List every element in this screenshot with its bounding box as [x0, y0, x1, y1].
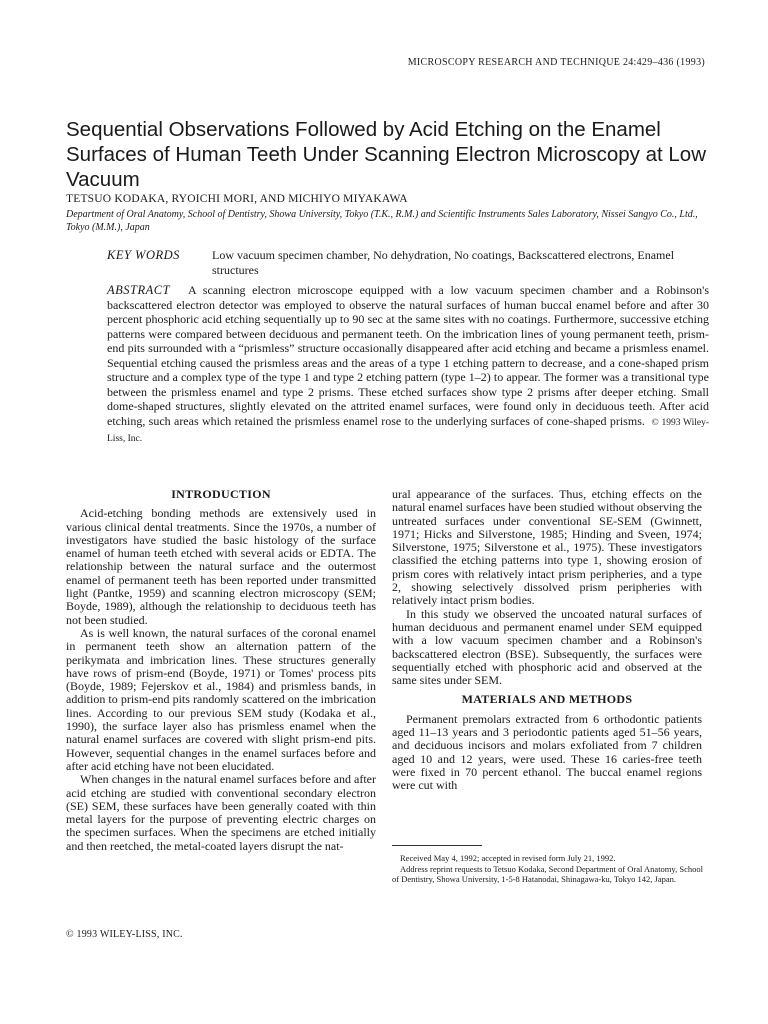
intro-paragraph-2: As is well known, the natural surfaces of the coronal enamel in permanent teeth show an alternation pattern of the perikymata and imbrication lines. These structures generally have rows of prism-end (Boyde, 1971) or Tomes' process pits (Boyde, 1989; Fejerskov et al., 1984) and prismless bands, in addition to prism-end pits randomly scattered on the imbrication lines. According to our previous SEM study (Kodaka et al., 1990), the surface layer also has prismless enamel when the natural enamel surfaces are covered with slight prism-end pits. However, sequential changes in the enamel surfaces before and after acid etching have not been elucidated.: [66, 625, 376, 773]
footer-copyright: © 1993 WILEY-LISS, INC.: [66, 929, 183, 940]
footnote-divider: [392, 845, 482, 846]
abstract: [107, 283, 709, 447]
methods-heading: MATERIALS AND METHODS: [461, 692, 633, 707]
abstract-copyright: © 1993 Wiley-Liss, Inc.: [107, 417, 710, 444]
left-column: [66, 488, 376, 853]
intro-paragraph-1: Acid-etching bonding methods are extensively used in various clinical dental treatments. Since the 1970s, a number of investigators have studied the basic histology of the surface enamel of human teeth etched with several acids or EDTA. The relationship between the natural surface and the outermost enamel of permanent teeth has been reported under transmitted light (Pantke, 1959) and scanning electron microscopy (SEM; Boyde, 1989), although the relationship to deciduous teeth has not been studied.: [66, 506, 376, 627]
intro-paragraph-5: In this study we observed the uncoated natural surfaces of human deciduous and permanent enamel under SEM equipped with a low vacuum specimen chamber and a Robinson's backscattered electron (BSE). Subsequently, the surfaces were sequentially etched with phosphoric acid and observed at the same sites under SEM.: [392, 606, 702, 688]
author-list: TETSUO KODAKA, RYOICHI MORI, AND MICHIYO MIYAKAWA: [66, 193, 408, 205]
footnote-received: Received May 4, 1992; accepted in revised form July 21, 1992.: [400, 853, 616, 863]
footnotes: [392, 853, 704, 885]
intro-paragraph-3: When changes in the natural enamel surfaces before and after acid etching are studied with conventional secondary electron (SE) SEM, these surfaces have been generally coated with thin metal layers for the purpose of preventing electric charges on the specimen surfaces. When the specimens are etched initially and then reetched, the metal-coated layers disrupt the nat-: [66, 772, 376, 853]
footnote-address: Address reprint requests to Tetsuo Kodaka, Second Department of Oral Anatomy, School of Dentistry, Showa University, 1-5-8 Hatanodai, Shinagawa-ku, Tokyo 142, Japan.: [392, 864, 703, 884]
abstract-text: A scanning electron microscope equipped with a low vacuum specimen chamber and a Robinson's backscattered electron detector was employed to observe the natural surfaces of human buccal enamel before and after 30 percent phosphoric acid etching sequentially up to 90 sec at the same sites with no coatings. Furthermore, successive etching patterns were compared between deciduous and permanent teeth. On the imbrication lines of young permanent teeth, prism-end pits surrounded with a “prismless” structure occasionally disappeared after acid etching and became a prismless enamel. Sequential etching caused the prismless areas and the areas of a type 1 etching pattern to decrease, and a cone-shaped prism structure and a complex type of the type 1 and type 2 etching pattern (type 1–2) to appear. The former was a transitional type between the prismless enamel and type 2 prisms. These etched surfaces show type 2 prisms after deeper etching. Small dome-shaped structures, slightly elevated on the attrited enamel surfaces, were found only in deciduous teeth. After acid etching, such areas which retained the prismless enamel rose to the underlying surfaces of cone-shaped prisms.: [107, 283, 709, 428]
abstract-label: ABSTRACT: [107, 283, 171, 297]
methods-paragraph-1: Permanent premolars extracted from 6 orthodontic patients aged 11–13 years and 3 periodontic patients aged 51–56 years, and deciduous incisors and molars exfoliated from 7 children aged 10 and 12 years, were used. These 16 caries-free teeth were fixed in 70 percent ethanol. The buccal enamel regions were cut with: [392, 711, 702, 793]
right-column: [392, 488, 702, 793]
journal-header: MICROSCOPY RESEARCH AND TECHNIQUE 24:429–436 (1993): [407, 57, 705, 68]
introduction-heading: INTRODUCTION: [171, 487, 271, 501]
keywords-text: Low vacuum specimen chamber, No dehydration, No coatings, Backscattered electrons, Enamel structures: [212, 248, 675, 277]
paper-title: Sequential Observations Followed by Acid Etching on the Enamel Surfaces of Human Teeth Under Scanning Electron Microscopy at Low Vacuum: [66, 118, 707, 191]
intro-paragraph-4: ural appearance of the surfaces. Thus, etching effects on the natural enamel surfaces have been studied without observing the untreated surfaces under conventional SE-SEM (Gwinnett, 1971; Hicks and Silverstone, 1985; Hinding and Sveen, 1974; Silverstone, 1975; Silverstone et al., 1975). These investigators classified the etching patterns into type 1, showing erosion of prism cores with relatively intact prism peripheries, and a type 2, showing selectively dissolved prism peripheries with relatively intact prism bodies.: [392, 487, 702, 608]
keywords-label: KEY WORDS: [107, 248, 180, 262]
affiliation: Department of Oral Anatomy, School of Dentistry, Showa University, Tokyo (T.K., R.M.) and Scientific Instruments Sales Laboratory, Nissei Sangyo Co., Ltd., Tokyo (M.M.), Japan: [66, 209, 698, 233]
